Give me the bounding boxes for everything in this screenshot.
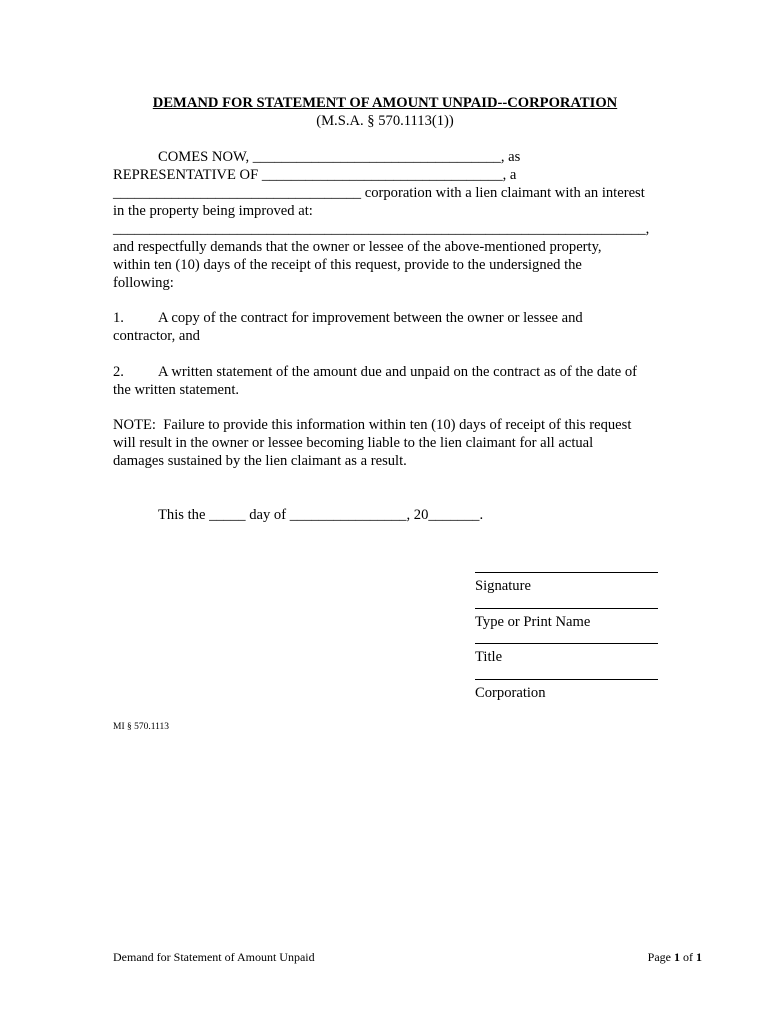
item-text: A written statement of the amount due and unpaid on the contract as of the date of (158, 364, 638, 380)
intro-line: REPRESENTATIVE OF _________________________________, a (113, 167, 517, 183)
intro-line: and respectfully demands that the owner or lessee of the above-mentioned property, (113, 239, 602, 255)
document-title: DEMAND FOR STATEMENT OF AMOUNT UNPAID--CORPORATION (152, 95, 618, 111)
total-pages: 1 (696, 950, 702, 964)
date-line: This the _____ day of ________________, 20_______. (158, 507, 484, 523)
item-2 (113, 363, 637, 381)
title-line[interactable] (475, 643, 658, 644)
note-line: damages sustained by the lien claimant as a result. (113, 453, 407, 469)
corporation-label: Corporation (475, 685, 546, 701)
form-code: MI § 570.1113 (113, 722, 170, 732)
intro-line: following: (113, 275, 174, 291)
intro-line: _________________________________________________________________________, (113, 221, 650, 237)
item-1-continued: contractor, and (113, 328, 200, 344)
page-number (648, 948, 702, 966)
intro-line: in the property being improved at: (113, 203, 313, 219)
page-prefix: Page (647, 950, 674, 964)
item-1 (113, 309, 583, 327)
statute-citation: (M.S.A. § 570.1113(1)) (316, 113, 454, 129)
print-name-line[interactable] (475, 608, 658, 609)
title-label: Title (475, 649, 503, 665)
note-line: will result in the owner or lessee becoming liable to the lien claimant for all actual (113, 435, 594, 451)
current-page: 1 (674, 950, 680, 964)
signature-line[interactable] (475, 572, 658, 573)
footer-form-title: Demand for Statement of Amount Unpaid (113, 950, 315, 964)
intro-line: __________________________________ corporation with a lien claimant with an interest (113, 185, 645, 201)
print-name-label: Type or Print Name (475, 614, 591, 630)
page-of: of (680, 950, 696, 964)
item-number: 2. (113, 364, 124, 380)
intro-line: within ten (10) days of the receipt of this request, provide to the undersigned the (113, 257, 582, 273)
note-line: NOTE: Failure to provide this information within ten (10) days of receipt of this request (113, 417, 632, 433)
item-text: A copy of the contract for improvement between the owner or lessee and (158, 310, 583, 326)
signature-label: Signature (475, 578, 531, 594)
item-2-continued: the written statement. (113, 382, 240, 398)
item-number: 1. (113, 310, 124, 326)
corporation-line[interactable] (475, 679, 658, 680)
intro-line: COMES NOW, __________________________________, as (158, 149, 521, 165)
